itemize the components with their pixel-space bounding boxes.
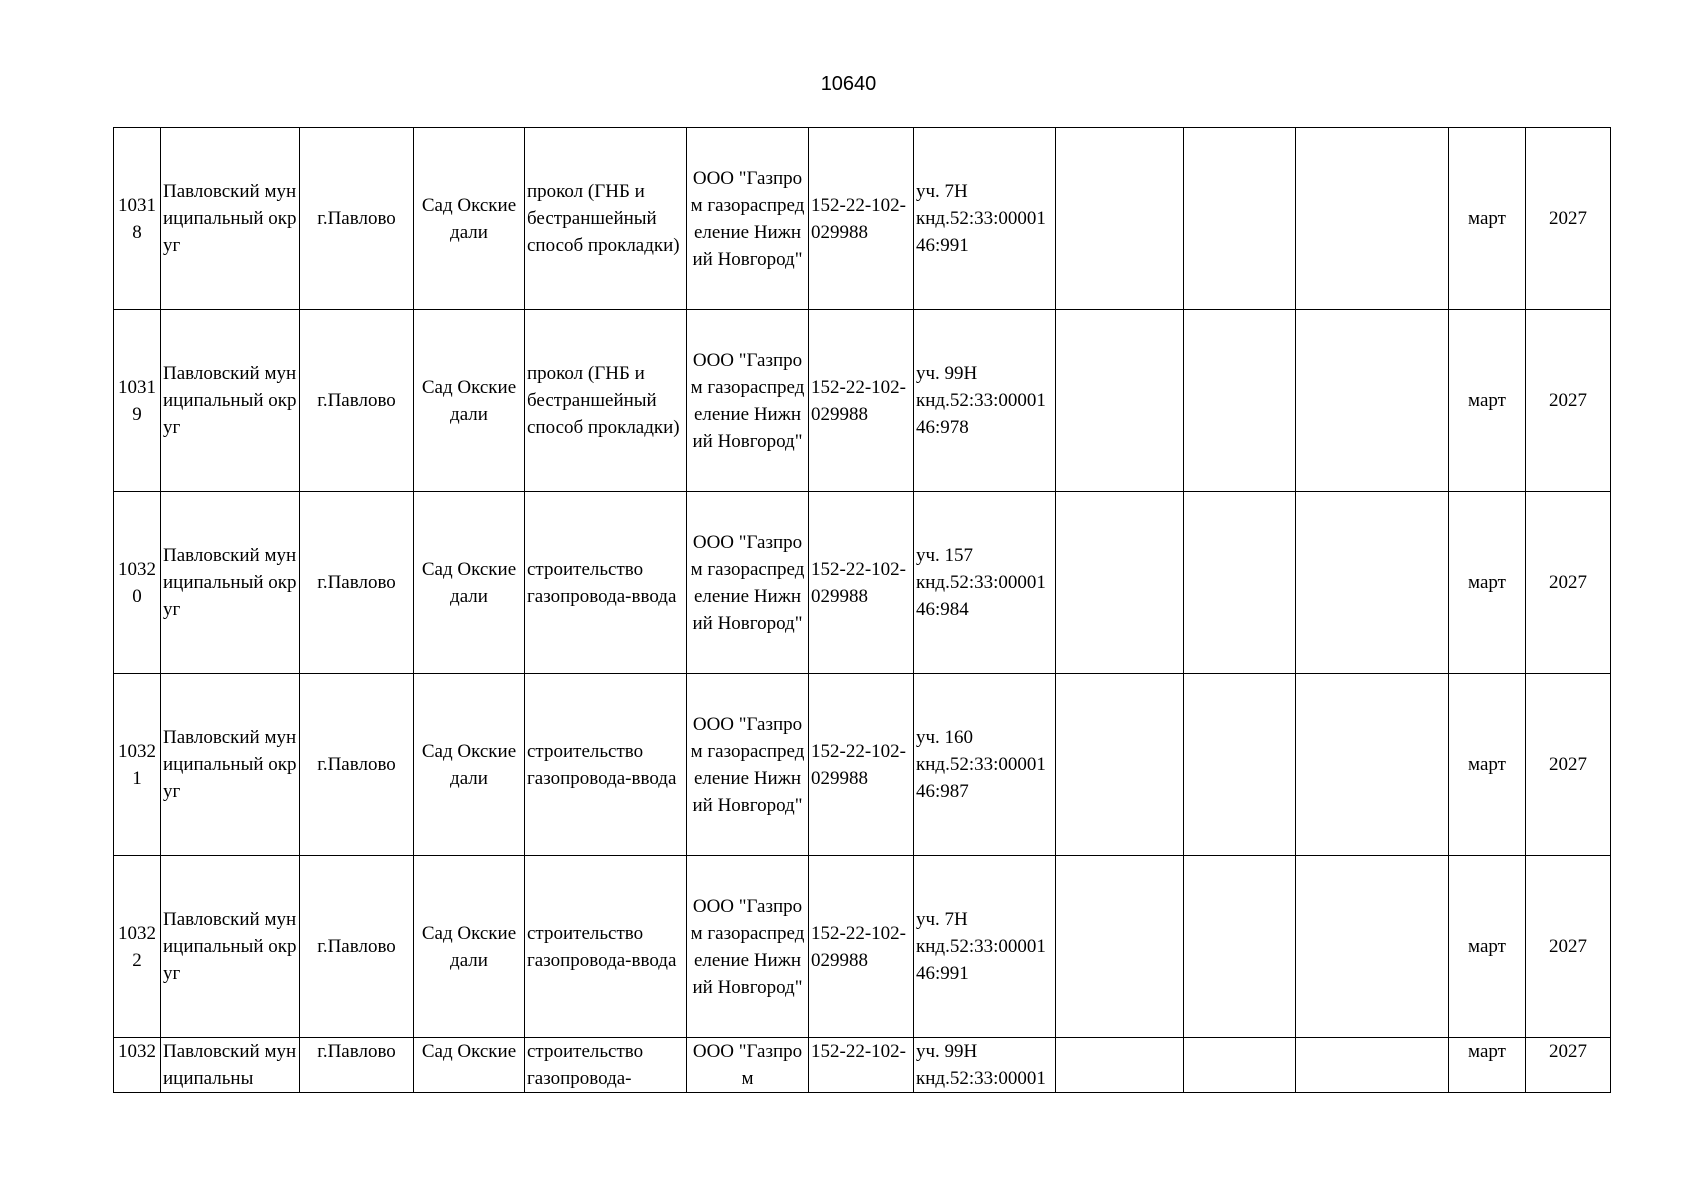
organization-text: ООО "Газпром газораспределение Нижний Новгород" xyxy=(690,713,805,816)
place-text: Сад Окские дали xyxy=(421,558,517,607)
organization-text: ООО "Газпром газораспределение Нижний Новгород" xyxy=(690,349,805,452)
cadastral-text: уч. 99Н кнд.52:33:0000146:978 xyxy=(916,363,1046,438)
row-number-cell xyxy=(114,128,161,310)
city-text: г.Павлово xyxy=(317,208,396,229)
code-text: 152-22-102- xyxy=(811,1041,906,1062)
table-row xyxy=(114,492,1611,674)
row-number-text: 10322 xyxy=(118,922,156,971)
district-text: Павловский муниципальный округ xyxy=(163,727,297,802)
empty-cell xyxy=(1056,1038,1184,1093)
organization-text: ООО "Газпром xyxy=(692,1041,803,1089)
place-text: Сад Окские дали xyxy=(421,376,517,425)
table-row xyxy=(114,128,1611,310)
month-text: март xyxy=(1468,208,1506,229)
place-cell xyxy=(414,674,525,856)
code-cell xyxy=(809,310,914,492)
empty-cell xyxy=(1056,674,1184,856)
empty-cell xyxy=(1056,856,1184,1038)
city-cell xyxy=(300,856,414,1038)
cadastral-cell xyxy=(914,128,1056,310)
empty-cell xyxy=(1184,492,1296,674)
row-number-cell xyxy=(114,856,161,1038)
city-text: г.Павлово xyxy=(317,572,396,593)
row-number-cell xyxy=(114,492,161,674)
cadastral-cell xyxy=(914,310,1056,492)
month-text: март xyxy=(1468,572,1506,593)
table-row xyxy=(114,856,1611,1038)
district-cell xyxy=(161,310,300,492)
city-cell xyxy=(300,1038,414,1093)
cadastral-cell xyxy=(914,492,1056,674)
place-cell xyxy=(414,492,525,674)
organization-text: ООО "Газпром газораспределение Нижний Новгород" xyxy=(690,167,805,270)
month-cell xyxy=(1449,674,1526,856)
district-text: Павловский муниципальный округ xyxy=(163,181,297,256)
organization-text: ООО "Газпром газораспределение Нижний Новгород" xyxy=(690,531,805,634)
work-type-text: прокол (ГНБ и бестраншейный способ прокладки) xyxy=(527,363,680,438)
code-cell xyxy=(809,674,914,856)
year-cell xyxy=(1526,492,1611,674)
city-text: г.Павлово xyxy=(317,936,396,957)
district-cell xyxy=(161,856,300,1038)
empty-cell xyxy=(1184,310,1296,492)
work-type-text: строительство газопровода- xyxy=(527,1041,644,1089)
year-text: 2027 xyxy=(1549,572,1587,593)
code-cell xyxy=(809,856,914,1038)
empty-cell xyxy=(1296,128,1449,310)
organization-cell xyxy=(687,1038,809,1093)
month-cell xyxy=(1449,1038,1526,1093)
row-number-cell xyxy=(114,310,161,492)
place-cell xyxy=(414,1038,525,1093)
district-text: Павловский муниципальны xyxy=(163,1041,297,1089)
work-type-text: строительство газопровода-ввода xyxy=(527,558,677,607)
month-text: март xyxy=(1468,936,1506,957)
code-text: 152-22-102-029988 xyxy=(811,922,906,971)
table-row xyxy=(114,310,1611,492)
district-cell xyxy=(161,1038,300,1093)
district-text: Павловский муниципальный округ xyxy=(163,545,297,620)
place-cell xyxy=(414,856,525,1038)
work-type-cell xyxy=(525,674,687,856)
empty-cell xyxy=(1184,856,1296,1038)
empty-cell xyxy=(1184,128,1296,310)
code-text: 152-22-102-029988 xyxy=(811,376,906,425)
code-text: 152-22-102-029988 xyxy=(811,740,906,789)
city-cell xyxy=(300,674,414,856)
empty-cell xyxy=(1056,492,1184,674)
code-cell xyxy=(809,1038,914,1093)
place-text: Сад Окские дали xyxy=(421,194,517,243)
row-number-cell xyxy=(114,1038,161,1093)
row-number-text: 10318 xyxy=(118,194,156,243)
month-cell xyxy=(1449,856,1526,1038)
organization-cell xyxy=(687,128,809,310)
row-number-text: 10320 xyxy=(118,558,156,607)
month-cell xyxy=(1449,128,1526,310)
month-cell xyxy=(1449,310,1526,492)
empty-cell xyxy=(1296,674,1449,856)
work-type-cell xyxy=(525,1038,687,1093)
place-cell xyxy=(414,310,525,492)
organization-cell xyxy=(687,674,809,856)
code-text: 152-22-102-029988 xyxy=(811,194,906,243)
district-cell xyxy=(161,674,300,856)
city-cell xyxy=(300,492,414,674)
empty-cell xyxy=(1056,310,1184,492)
work-type-text: строительство газопровода-ввода xyxy=(527,922,677,971)
city-text: г.Павлово xyxy=(317,390,396,411)
month-text: март xyxy=(1468,1041,1506,1062)
year-text: 2027 xyxy=(1549,936,1587,957)
year-text: 2027 xyxy=(1549,754,1587,775)
work-type-cell xyxy=(525,856,687,1038)
code-text: 152-22-102-029988 xyxy=(811,558,906,607)
row-number-cell xyxy=(114,674,161,856)
empty-cell xyxy=(1056,128,1184,310)
city-cell xyxy=(300,128,414,310)
code-cell xyxy=(809,128,914,310)
code-cell xyxy=(809,492,914,674)
cadastral-text: уч. 99Н кнд.52:33:00001 xyxy=(916,1041,1046,1089)
place-text: Сад Окские дали xyxy=(421,740,517,789)
cadastral-cell xyxy=(914,674,1056,856)
city-text: г.Павлово xyxy=(317,1041,396,1062)
month-cell xyxy=(1449,492,1526,674)
empty-cell xyxy=(1296,1038,1449,1093)
empty-cell xyxy=(1296,856,1449,1038)
row-number-text: 1032 xyxy=(118,1041,156,1062)
organization-cell xyxy=(687,856,809,1038)
year-cell xyxy=(1526,310,1611,492)
place-text: Сад Окские дали xyxy=(421,922,517,971)
year-cell xyxy=(1526,1038,1611,1093)
table-row xyxy=(114,1038,1611,1093)
cadastral-cell xyxy=(914,856,1056,1038)
month-text: март xyxy=(1468,754,1506,775)
year-cell xyxy=(1526,674,1611,856)
month-text: март xyxy=(1468,390,1506,411)
city-cell xyxy=(300,310,414,492)
year-text: 2027 xyxy=(1549,1041,1587,1062)
table-row xyxy=(114,674,1611,856)
district-cell xyxy=(161,492,300,674)
work-type-text: строительство газопровода-ввода xyxy=(527,740,677,789)
work-type-cell xyxy=(525,310,687,492)
district-text: Павловский муниципальный округ xyxy=(163,363,297,438)
place-text: Сад Окские xyxy=(421,1041,517,1062)
row-number-text: 10319 xyxy=(118,376,156,425)
cadastral-text: уч. 160 кнд.52:33:0000146:987 xyxy=(916,727,1046,802)
work-type-cell xyxy=(525,128,687,310)
organization-cell xyxy=(687,310,809,492)
cadastral-text: уч. 157 кнд.52:33:0000146:984 xyxy=(916,545,1046,620)
district-text: Павловский муниципальный округ xyxy=(163,909,297,984)
works-table xyxy=(113,127,1611,1093)
cadastral-cell xyxy=(914,1038,1056,1093)
city-text: г.Павлово xyxy=(317,754,396,775)
empty-cell xyxy=(1296,310,1449,492)
work-type-text: прокол (ГНБ и бестраншейный способ прокладки) xyxy=(527,181,680,256)
page-number: 10640 xyxy=(820,73,877,95)
year-text: 2027 xyxy=(1549,390,1587,411)
empty-cell xyxy=(1184,674,1296,856)
district-cell xyxy=(161,128,300,310)
cadastral-text: уч. 7Н кнд.52:33:0000146:991 xyxy=(916,181,1046,256)
row-number-text: 10321 xyxy=(118,740,156,789)
year-cell xyxy=(1526,128,1611,310)
organization-text: ООО "Газпром газораспределение Нижний Новгород" xyxy=(690,895,805,998)
organization-cell xyxy=(687,492,809,674)
year-cell xyxy=(1526,856,1611,1038)
empty-cell xyxy=(1184,1038,1296,1093)
work-type-cell xyxy=(525,492,687,674)
place-cell xyxy=(414,128,525,310)
empty-cell xyxy=(1296,492,1449,674)
cadastral-text: уч. 7Н кнд.52:33:0000146:991 xyxy=(916,909,1046,984)
year-text: 2027 xyxy=(1549,208,1587,229)
